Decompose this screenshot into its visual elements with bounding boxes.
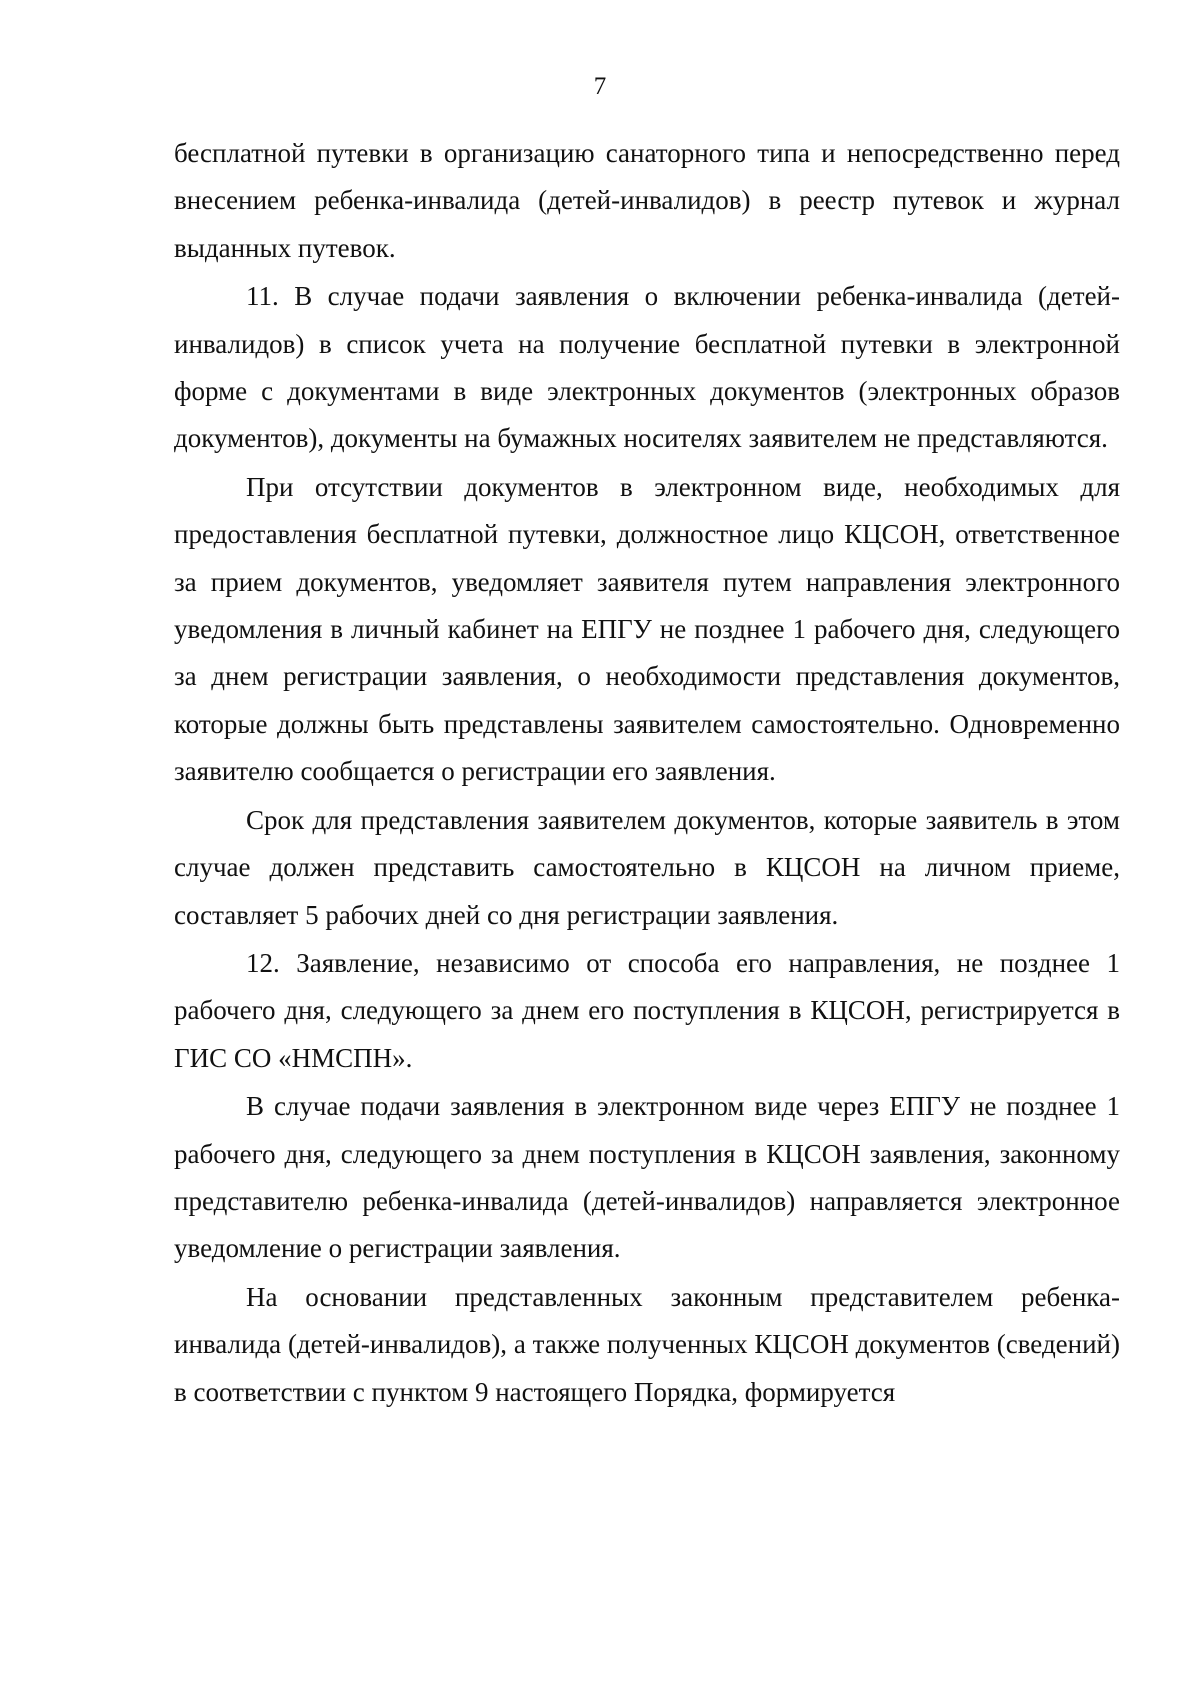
page-number: 7 <box>593 73 607 100</box>
paragraph-continuation: бесплатной путевки в организацию санаторного типа и непосредственно перед внесением ребенка-инвалида (детей-инвалидов) в реестр путевок и журнал выданных путевок. <box>174 138 1120 263</box>
paragraph-basis: На основании представленных законным представителем ребенка-инвалида (детей-инвалидов), а также полученных КЦСОН документов (сведений) в соответствии с пунктом 9 настоящего Порядка, формируется <box>174 1281 1120 1407</box>
paragraph-item-11: 11. В случае подачи заявления о включении ребенка-инвалида (детей-инвалидов) в список учета на получение бесплатной путевки в электронной форме с документами в виде электронных документов (электронных образов документов), документы на бумажных носителях заявителем не представляются. <box>174 281 1120 454</box>
paragraph-missing-documents: При отсутствии документов в электронном виде, необходимых для предоставления бесплатной путевки, должностное лицо КЦСОН, ответственное за прием документов, уведомляет заявителя путем направления электронного уведомления в личный кабинет на ЕПГУ не позднее 1 рабочего дня, следующего за днем регистрации заявления, о необходимости представления документов, которые должны быть представлены заявителем самостоятельно. Одновременно заявителю сообщается о регистрации его заявления. <box>174 471 1120 787</box>
paragraph-electronic-notice: В случае подачи заявления в электронном виде через ЕПГУ не позднее 1 рабочего дня, следующего за днем поступления в КЦСОН заявления, законному представителю ребенка-инвалида (детей-инвалидов) направляется электронное уведомление о регистрации заявления. <box>174 1091 1120 1264</box>
paragraph-item-12: 12. Заявление, независимо от способа его направления, не позднее 1 рабочего дня, следующего за днем его поступления в КЦСОН, регистрируется в ГИС СО «НМСПН». <box>174 947 1120 1073</box>
document-body <box>174 130 1120 1416</box>
paragraph-submission-deadline: Срок для представления заявителем документов, которые заявитель в этом случае должен представить самостоятельно в КЦСОН на личном приеме, составляет 5 рабочих дней со дня регистрации заявления. <box>174 804 1120 930</box>
